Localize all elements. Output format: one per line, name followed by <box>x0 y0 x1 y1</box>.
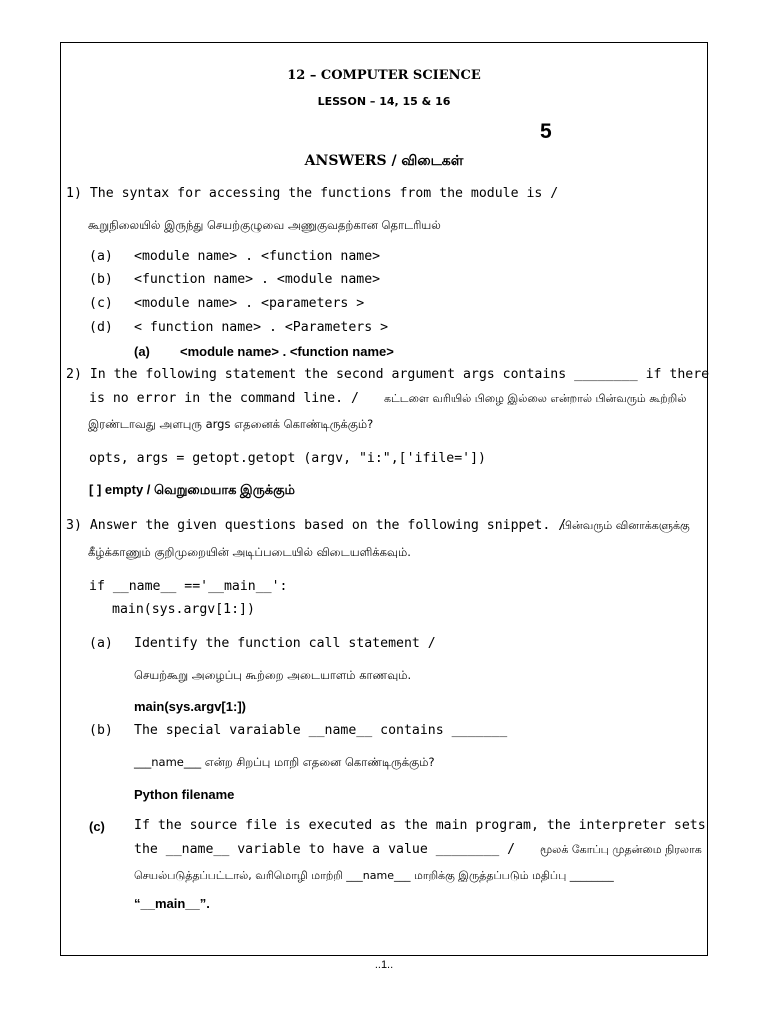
marks-number: 5 <box>540 120 552 143</box>
q2-line2: is no error in the command line. / <box>89 391 359 406</box>
q3a-question: Identify the function call statement / <box>134 636 436 651</box>
q3b-question: The special varaiable __name__ contains _______ <box>134 723 508 738</box>
q3b-label: (b) <box>89 723 113 738</box>
q3c-line3: செயல்படுத்தப்பட்டால், வரிமொழி மாற்றி ___name___ மாறிக்கு இருத்தப்படும் மதிப்பு ________ <box>134 869 614 882</box>
q1-answer-text: <module name> . <function name> <box>180 344 394 359</box>
q1-option-b-text: <function name> . <module name> <box>134 272 381 287</box>
q2-answer: [ ] empty / வெறுமையாக இருக்கும் <box>89 482 296 497</box>
q3c-answer: “__main__”. <box>134 896 210 911</box>
q2-line1: 2) In the following statement the second argument args contains ________ if there <box>66 367 710 382</box>
q3a-answer: main(sys.argv[1:]) <box>134 699 246 714</box>
q3a-tamil: செயற்கூறு அழைப்பு கூற்றை அடையாளம் காணவும். <box>134 668 412 682</box>
q2-line2-tamil: கட்டளை வரியில் பிழை இல்லை என்றால் பின்வரும் கூற்றில் <box>384 392 687 405</box>
q2-line3: இரண்டாவது அளபுரு args எதனைக் கொண்டிருக்கும்? <box>88 417 374 431</box>
q1-option-a-label: (a) <box>89 249 113 264</box>
q3a-label: (a) <box>89 636 113 651</box>
q1-option-d-label: (d) <box>89 320 113 335</box>
q3b-answer: Python filename <box>134 787 235 802</box>
q1-option-d-text: < function name> . <Parameters > <box>134 320 389 335</box>
q1-option-a-text: <module name> . <function name> <box>134 249 381 264</box>
q3-line1-tamil: பின்வரும் வினாக்களுக்கு <box>562 519 690 532</box>
lesson-subtitle: LESSON – 14, 15 & 16 <box>317 95 451 108</box>
page-number: ..1.. <box>374 959 394 971</box>
q3c-line2-tamil: மூலக் கோப்பு முதன்மை நிரலாக <box>540 843 702 856</box>
q1-question: 1) The syntax for accessing the functions from the module is / <box>66 186 559 201</box>
q3c-line1: If the source file is executed as the main program, the interpreter sets <box>134 818 706 833</box>
q3c-line2: the __name__ variable to have a value ________ / <box>134 842 516 857</box>
q3-line2: கீழ்க்காணும் குறிமுறையின் அடிப்படையில் விடையளிக்கவும். <box>88 545 411 559</box>
q3-code-line1: if __name__ =='__main__': <box>89 579 288 594</box>
q2-code: opts, args = getopt.getopt (argv, "i:",['ifile=']) <box>89 451 486 466</box>
q3c-label: (c) <box>89 819 105 834</box>
answers-heading: ANSWERS / விடைகள் <box>304 153 464 169</box>
q1-option-c-label: (c) <box>89 296 113 311</box>
q1-option-c-text: <module name> . <parameters > <box>134 296 365 311</box>
q3b-tamil: ___name___ என்ற சிறப்பு மாறி எதனை கொண்டிருக்கும்? <box>134 755 435 769</box>
q1-option-b-label: (b) <box>89 272 113 287</box>
q3-line1: 3) Answer the given questions based on the following snippet. / <box>66 518 567 533</box>
document-title: 12 – COMPUTER SCIENCE <box>287 68 481 83</box>
q1-answer-label: (a) <box>134 344 150 359</box>
q3-code-line2: main(sys.argv[1:]) <box>112 602 255 617</box>
q1-tamil: கூறுநிலையில் இருந்து செயற்குழுவை அணுகுவதற்கான தொடரியல் <box>88 218 441 232</box>
